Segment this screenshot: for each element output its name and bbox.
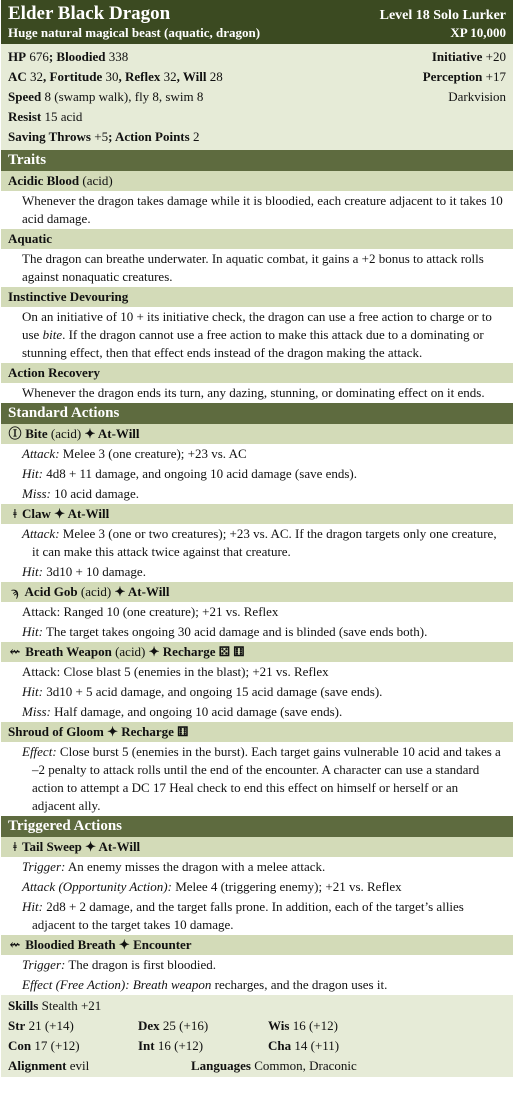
monster-xp: XP 10,000: [450, 25, 506, 40]
melee-basic-icon: Ⓘ: [8, 426, 22, 441]
ability-cha: Cha 14 (+11): [268, 1038, 340, 1053]
power-bite-miss: Miss: 10 acid damage.: [1, 484, 513, 504]
power-tail-sweep-attack: Attack (Opportunity Action): Melee 4 (triggering enemy); +21 vs. Reflex: [1, 877, 513, 897]
power-bite-attack: Attack: Melee 3 (one creature); +23 vs. AC: [1, 444, 513, 464]
power-claw-attack: Attack: Melee 3 (one or two creatures); +23 vs. AC. If the dragon targets only one creature, it can make this attack twice against that creature.: [1, 524, 513, 562]
power-bloodied-breath-trigger: Trigger: The dragon is first bloodied.: [1, 955, 513, 975]
close-attack-icon: ⇜: [9, 937, 21, 952]
power-shroud-of-gloom-header: Shroud of Gloom ✦ Recharge ⚅: [1, 722, 513, 742]
power-breath-weapon-hit: Hit: 3d10 + 5 acid damage, and ongoing 15 acid damage (save ends).: [1, 682, 513, 702]
speed-line: Speed 8 (swamp walk), fly 8, swim 8: [8, 89, 204, 104]
trait-action-recovery-header: Action Recovery: [1, 363, 513, 383]
power-claw-header: ǂ Claw ✦ At-Will: [1, 504, 513, 524]
ability-str: Str 21 (+14): [8, 1018, 74, 1033]
trait-instinctive-devouring-header: Instinctive Devouring: [1, 287, 513, 307]
power-breath-weapon-header: ⇜ Breath Weapon (acid) ✦ Recharge ⚄ ⚅: [1, 642, 513, 662]
saves-line: Saving Throws +5; Action Points 2: [8, 129, 200, 144]
stat-block: [1, 0, 513, 1077]
stat-header: [1, 0, 513, 44]
trait-acidic-blood-header: Acidic Blood (acid): [1, 171, 513, 191]
trait-instinctive-devouring-text: On an initiative of 10 + its initiative check, the dragon can use a free action to charge or to use bite. If the dragon cannot use a free action to make this attack due to a dominating or stunning effect, then that effect ends instead of the dragon making the attack.: [1, 307, 513, 363]
standard-actions-heading: Standard Actions: [1, 403, 513, 424]
resist-line: Resist 15 acid: [8, 109, 83, 124]
power-tail-sweep-header: ǂ Tail Sweep ✦ At-Will: [1, 837, 513, 857]
power-bite-header: Ⓘ Bite (acid) ✦ At-Will: [1, 424, 513, 444]
power-bloodied-breath-header: ⇜ Bloodied Breath ✦ Encounter: [1, 935, 513, 955]
footer-block: [1, 995, 513, 1077]
melee-icon: ǂ: [13, 839, 17, 854]
alignment-languages: [8, 1056, 506, 1076]
ability-scores: [8, 1016, 506, 1056]
trait-aquatic-header: Aquatic: [1, 229, 513, 249]
power-acid-gob-header: ϡ Acid Gob (acid) ✦ At-Will: [1, 582, 513, 602]
defenses-line: AC 32, Fortitude 30, Reflex 32, Will 28: [8, 69, 223, 84]
hp-line: HP 676; Bloodied 338: [8, 49, 129, 64]
close-attack-icon: ⇜: [9, 644, 21, 659]
ability-wis: Wis 16 (+12): [268, 1018, 338, 1033]
stats-block: [1, 44, 513, 150]
traits-heading: Traits: [1, 150, 513, 171]
monster-name: Elder Black Dragon: [8, 3, 171, 24]
senses-line: Darkvision: [448, 89, 506, 104]
ranged-icon: ϡ: [11, 584, 19, 599]
triggered-actions-heading: Triggered Actions: [1, 816, 513, 837]
power-acid-gob-attack: Attack: Ranged 10 (one creature); +21 vs. Reflex: [1, 602, 513, 622]
trait-acidic-blood-text: Whenever the dragon takes damage while it is bloodied, each creature adjacent to it takes 10 acid damage.: [1, 191, 513, 229]
trait-action-recovery-text: Whenever the dragon ends its turn, any dazing, stunning, or dominating effect on it ends.: [1, 383, 513, 403]
alignment-line: Alignment evil: [8, 1058, 90, 1073]
power-breath-weapon-attack: Attack: Close blast 5 (enemies in the blast); +21 vs. Reflex: [1, 662, 513, 682]
power-claw-hit: Hit: 3d10 + 10 damage.: [1, 562, 513, 582]
power-tail-sweep-hit: Hit: 2d8 + 2 damage, and the target falls prone. In addition, each of the target’s allies adjacent to the target takes 10 damage.: [1, 897, 513, 935]
ability-dex: Dex 25 (+16): [138, 1018, 209, 1033]
monster-type: Huge natural magical beast (aquatic, dragon): [8, 25, 261, 40]
initiative-line: Initiative +20: [431, 49, 506, 64]
power-acid-gob-hit: Hit: The target takes ongoing 30 acid damage and is blinded (save ends both).: [1, 622, 513, 642]
perception-line: Perception +17: [422, 69, 506, 84]
power-bite-hit: Hit: 4d8 + 11 damage, and ongoing 10 acid damage (save ends).: [1, 464, 513, 484]
ability-int: Int 16 (+12): [138, 1038, 204, 1053]
power-bloodied-breath-effect: Effect (Free Action): Breath weapon recharges, and the dragon uses it.: [1, 975, 513, 995]
monster-level: Level 18 Solo Lurker: [379, 8, 506, 23]
power-shroud-of-gloom-effect: Effect: Close burst 5 (enemies in the burst). Each target gains vulnerable 10 acid and takes a –2 penalty to attack rolls until the end of the encounter. A character can use a standard action to attempt a DC 17 Heal check to end this effect on himself or herself or an adjacent ally.: [1, 742, 513, 816]
power-tail-sweep-trigger: Trigger: An enemy misses the dragon with a melee attack.: [1, 857, 513, 877]
melee-icon: ǂ: [13, 506, 17, 521]
languages-line: Languages Common, Draconic: [191, 1058, 357, 1073]
ability-con: Con 17 (+12): [8, 1038, 80, 1053]
power-breath-weapon-miss: Miss: Half damage, and ongoing 10 acid damage (save ends).: [1, 702, 513, 722]
skills-line: Skills Stealth +21: [8, 998, 102, 1013]
trait-aquatic-text: The dragon can breathe underwater. In aquatic combat, it gains a +2 bonus to attack rolls against nonaquatic creatures.: [1, 249, 513, 287]
